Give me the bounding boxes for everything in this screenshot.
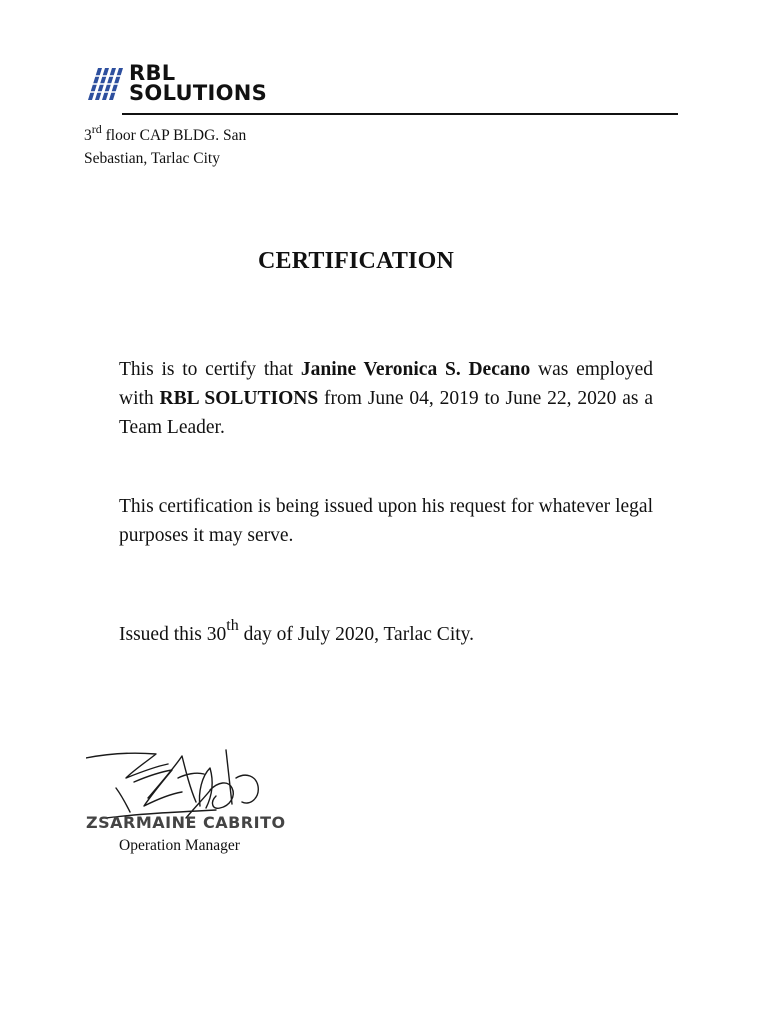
p3-text-b: day of July 2020, Tarlac City.	[238, 624, 475, 645]
signatory-role: Operation Manager	[119, 837, 240, 854]
p3-text-a: Issued this 30	[119, 624, 227, 645]
signatory-name: ZSARMAINE CABRITO	[86, 813, 286, 832]
address-ordinal-suffix: rd	[91, 122, 102, 136]
purpose-paragraph: This certification is being issued upon his request for whatever legal purposes it may serve.	[119, 496, 653, 546]
employer-name: RBL SOLUTIONS	[159, 388, 319, 409]
company-logo	[86, 62, 306, 108]
company-address	[84, 124, 344, 170]
address-building: floor CAP BLDG. San	[101, 127, 247, 144]
address-line-1	[84, 124, 344, 147]
address-line-2: Sebastian, Tarlac City	[84, 150, 220, 167]
p1-text-c: from June 04, 2019 to June 22, 2020 as a Team Leader.	[119, 388, 653, 438]
logo-wordmark	[129, 63, 267, 103]
p1-text-a: This is to certify that	[119, 359, 301, 380]
rbl-logo-icon	[86, 64, 126, 102]
certification-paragraph	[119, 355, 653, 442]
employee-name: Janine Veronica S. Decano	[300, 359, 531, 380]
day-ordinal-suffix: th	[226, 617, 239, 634]
issue-date-paragraph	[119, 617, 653, 649]
logo-line-1: RBL	[129, 61, 176, 85]
document-title: CERTIFICATION	[257, 248, 454, 274]
signature-block	[86, 748, 316, 843]
header-divider	[122, 113, 678, 115]
logo-line-2: SOLUTIONS	[129, 81, 268, 105]
address-floor-number: 3	[84, 127, 92, 144]
p1-text-b: was employed with	[119, 359, 653, 409]
